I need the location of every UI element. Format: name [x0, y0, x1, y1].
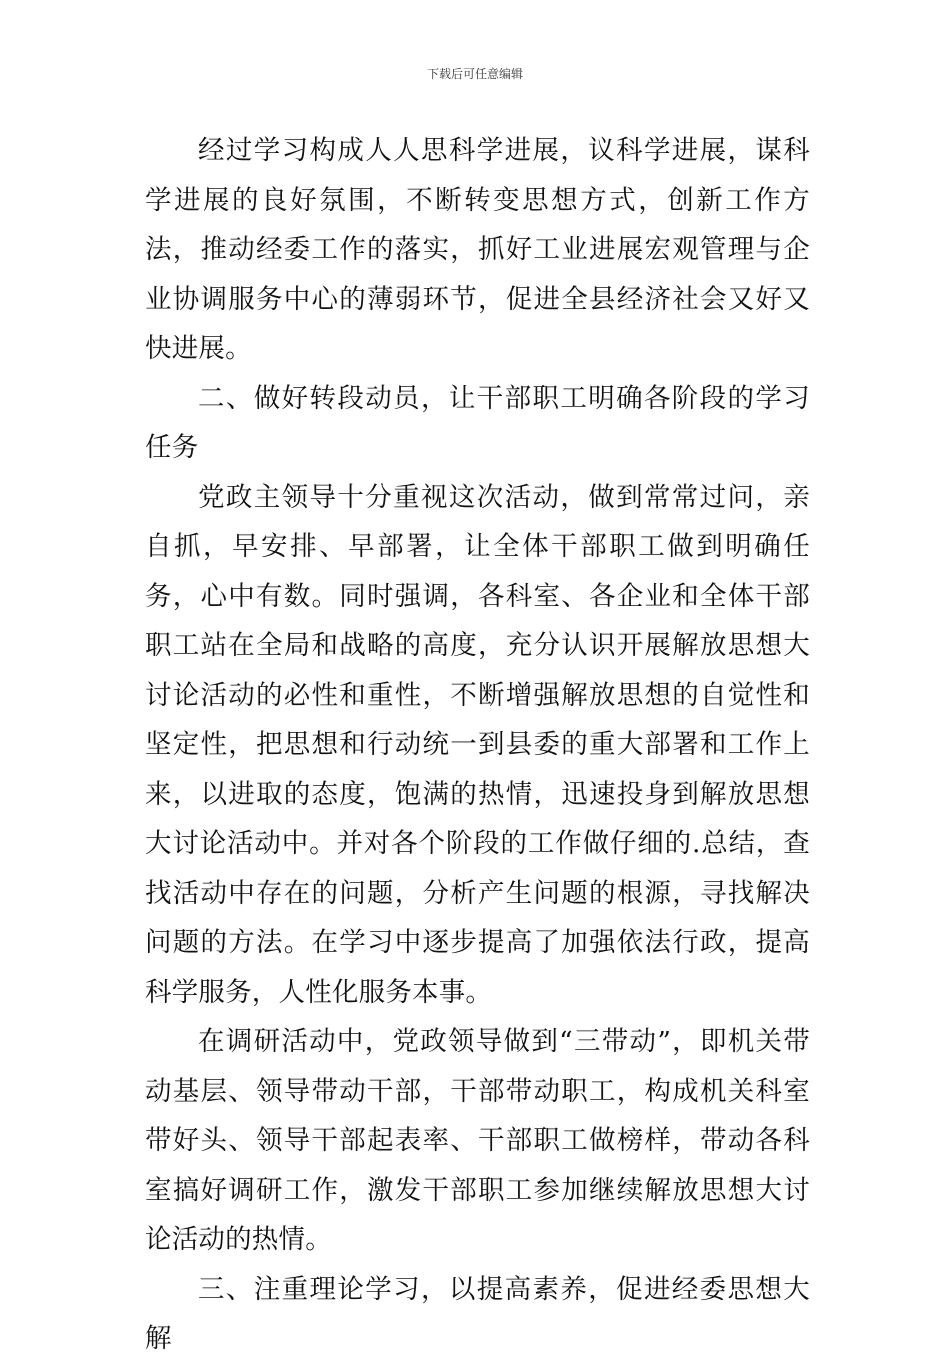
- paragraph-2: 党政主领导十分重视这次活动，做到常常过问，亲自抓，早安排、早部署，让全体干部职工做到明确任务，心中有数。同时强调，各科室、各企业和全体干部职工站在全局和战略的高度，充分认识开展解放思想大讨论活动的必性和重性，不断增强解放思想的自觉性和坚定性，把思想和行动统一到县委的重大部署和工作上来，以进取的态度，饱满的热情，迅速投身到解放思想大讨论活动中。并对各个阶段的工作做仔细的.总结，查找活动中存在的问题，分析产生问题的根源，寻找解决问题的方法。在学习中逐步提高了加强依法行政，提高科学服务，人性化服务本事。: [145, 481, 810, 1008]
- document-body: [145, 126, 810, 1364]
- page-header: 下载后可任意编辑: [426, 67, 523, 81]
- paragraph-3: 在调研活动中，党政领导做到“三带动”，即机关带动基层、领导带动干部，干部带动职工，构成机关科室带好头、领导干部起表率、干部职工做榜样，带动各科室搞好调研工作，激发干部职工参加继续解放思想大讨论活动的热情。: [145, 1026, 810, 1255]
- section-heading-3: 三、注重理论学习，以提高素养，促进经委思想大解: [145, 1273, 810, 1354]
- section-heading-2: 二、做好转段动员，让干部职工明确各阶段的学习任务: [145, 382, 810, 463]
- paragraph-1: 经过学习构成人人思科学进展，议科学进展，谋科学进展的良好氛围，不断转变思想方式，创新工作方法，推动经委工作的落实，抓好工业进展宏观管理与企业协调服务中心的薄弱环节，促进全县经济社会又好又快进展。: [145, 135, 810, 364]
